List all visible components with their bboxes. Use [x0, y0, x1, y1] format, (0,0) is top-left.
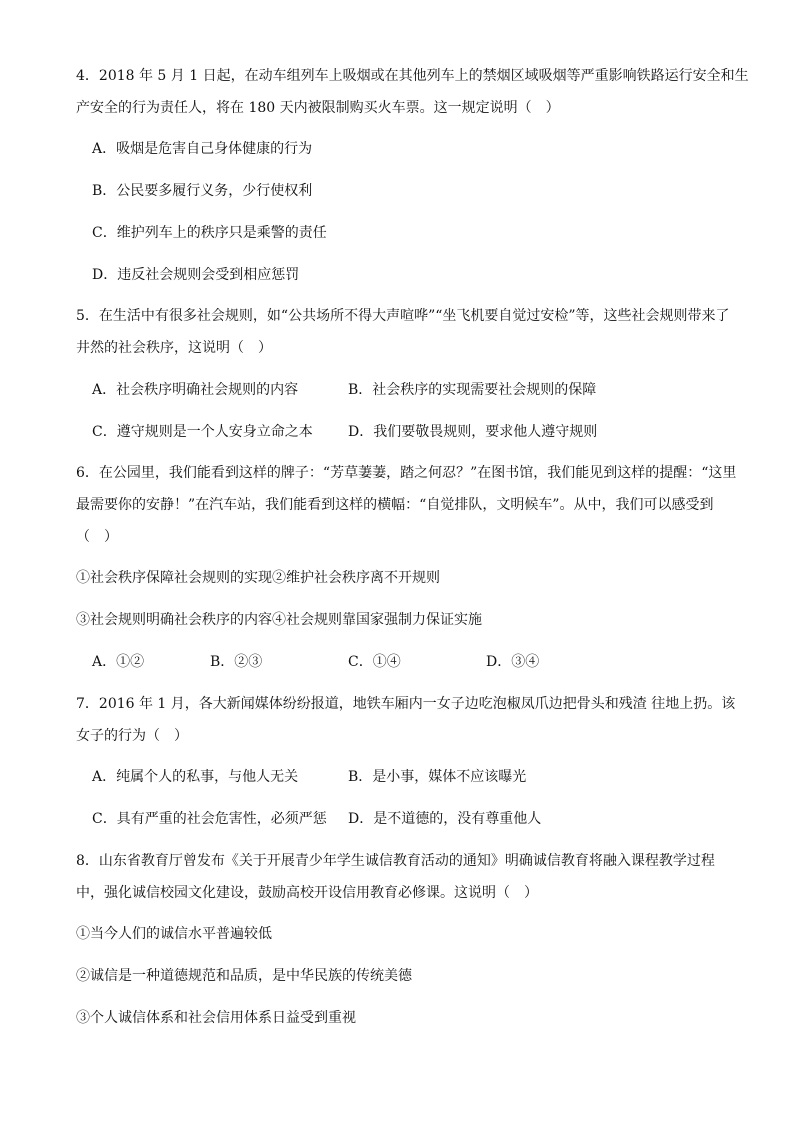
question-7-option-a: A．纯属个人的私事，与他人无关 [92, 769, 299, 785]
question-4-option-d: D．违反社会规则会受到相应惩罚 [92, 267, 300, 283]
question-8-statement-2: ②诚信是一种道德规范和品质，是中华民族的传统美德 [76, 968, 412, 984]
question-5-stem-line-2: 井然的社会秩序，这说明（ ） [76, 340, 272, 356]
question-4-option-b: B．公民要多履行义务，少行使权利 [92, 183, 313, 199]
question-6-stem-line-2: 最需要你的安静！”在汽车站，我们能看到这样的横幅：“自觉排队，文明候车”。从中，我们可以感受到 [76, 497, 714, 513]
question-7-option-b: B．是小事，媒体不应该曝光 [348, 769, 527, 785]
question-8-statement-3: ③个人诚信体系和社会信用体系日益受到重视 [76, 1010, 356, 1026]
question-7-stem-line-2: 女子的行为（ ） [76, 728, 188, 744]
question-5-option-c: C．遵守规则是一个人安身立命之本 [92, 424, 313, 440]
question-5-stem-line-1: 5．在生活中有很多社会规则，如“公共场所不得大声喧哗”“坐飞机要自觉过安检”等，这些社会规则带来了 [76, 308, 730, 324]
question-4-stem-line-2: 产安全的行为责任人，将在 180 天内被限制购买火车票。这一规定说明（ ） [76, 100, 560, 116]
question-4-option-a: A．吸烟是危害自己身体健康的行为 [92, 141, 313, 157]
question-6-stem-line-3: （ ） [76, 529, 118, 545]
question-4-stem-line-1: 4．2018 年 5 月 1 日起，在动车组列车上吸烟或在其他列车上的禁烟区域吸烟等严重影响铁路运行安全和生 [76, 68, 749, 84]
question-6-option-b: B．②③ [210, 654, 263, 670]
question-6-option-c: C．①④ [348, 654, 401, 670]
question-5-option-b: B．社会秩序的实现需要社会规则的保障 [348, 382, 597, 398]
question-8-statement-1: ①当今人们的诚信水平普遍较低 [76, 926, 272, 942]
question-6-option-a: A．①② [92, 654, 145, 670]
question-8-stem-line-1: 8．山东省教育厅曾发布《关于开展青少年学生诚信教育活动的通知》明确诚信教育将融入课程教学过程 [76, 853, 715, 869]
question-5-option-a: A．社会秩序明确社会规则的内容 [92, 382, 299, 398]
question-6-option-d: D．③④ [486, 654, 540, 670]
question-4-option-c: C．维护列车上的秩序只是乘警的责任 [92, 225, 327, 241]
question-7-option-c: C．具有严重的社会危害性，必须严惩 [92, 811, 327, 827]
question-6-statements-1-2: ①社会秩序保障社会规则的实现②维护社会秩序离不开规则 [76, 570, 440, 586]
question-5-option-d: D．我们要敬畏规则，要求他人遵守规则 [348, 424, 598, 440]
question-7-option-d: D．是不道德的，没有尊重他人 [348, 811, 542, 827]
question-6-stem-line-1: 6．在公园里，我们能看到这样的牌子：“芳草萋萋，踏之何忍？”在图书馆，我们能见到这样的提醒：“这里 [76, 465, 737, 481]
question-6-statements-3-4: ③社会规则明确社会秩序的内容④社会规则靠国家强制力保证实施 [76, 612, 482, 628]
question-8-stem-line-2: 中，强化诚信校园文化建设，鼓励高校开设信用教育必修课。这说明（ ） [76, 885, 538, 901]
question-7-stem-line-1: 7．2016 年 1 月，各大新闻媒体纷纷报道，地铁车厢内一女子边吃泡椒凤爪边把骨头和残渣 往地上扔。该 [76, 696, 736, 712]
